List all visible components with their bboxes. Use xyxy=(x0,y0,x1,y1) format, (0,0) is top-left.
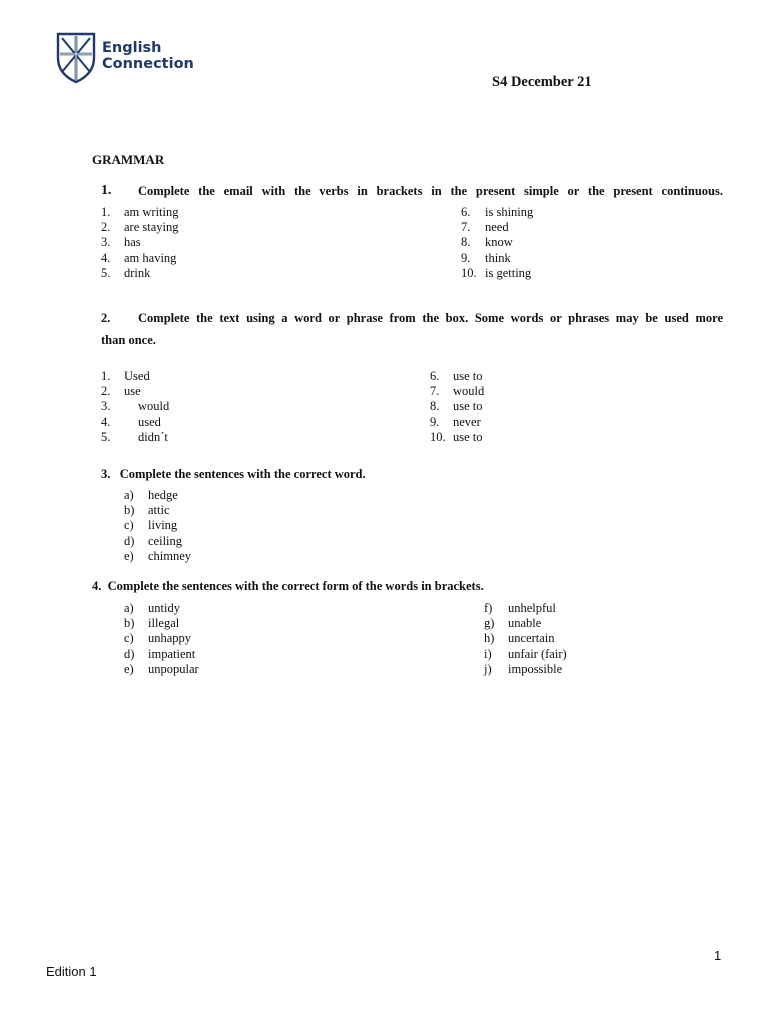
list-item: g) unable xyxy=(484,616,542,631)
list-item: 9. never xyxy=(430,414,481,429)
list-item: 1. Used xyxy=(101,369,150,383)
q2-instruction-line1: Complete the text using a word or phrase from the box. Some words or phrases may be used more xyxy=(138,311,723,325)
list-item: 6. use to xyxy=(430,369,483,383)
list-item: 2. use xyxy=(101,384,141,399)
list-item: j) impossible xyxy=(484,661,563,676)
list-item: 4. used xyxy=(101,414,161,429)
list-item: i) unfair (fair) xyxy=(484,646,567,661)
edition-label: Edition 1 xyxy=(46,964,97,979)
list-item: d) impatient xyxy=(124,646,196,661)
list-item: 2. are staying xyxy=(101,220,179,235)
page-number: 1 xyxy=(714,948,722,963)
q1-answers-col2 xyxy=(461,205,533,281)
list-item: 8. know xyxy=(461,235,513,250)
list-item: b) attic xyxy=(124,503,170,518)
list-item: e) unpopular xyxy=(124,661,199,676)
q3-instruction: 3. Complete the sentences with the correct word. xyxy=(101,467,366,481)
list-item: 1. am writing xyxy=(101,205,179,219)
list-item: e) chimney xyxy=(124,548,192,563)
list-item: 6. is shining xyxy=(461,205,534,219)
q1-answers-col1 xyxy=(101,205,179,281)
list-item: f) unhelpful xyxy=(484,601,556,615)
q4-answers-col2 xyxy=(484,601,567,677)
document-title: S4 December 21 xyxy=(492,74,592,90)
list-item: 3. would xyxy=(101,399,170,414)
list-item: c) unhappy xyxy=(124,631,192,646)
list-item: d) ceiling xyxy=(124,533,183,548)
list-item: b) illegal xyxy=(124,616,180,631)
list-item: 5. didn´t xyxy=(101,429,168,444)
list-item: 3. has xyxy=(101,235,141,250)
q4-answers-col1 xyxy=(124,601,199,677)
list-item: c) living xyxy=(124,518,178,533)
list-item: 5. drink xyxy=(101,265,151,280)
brand-line1: English xyxy=(102,40,162,56)
list-item: 4. am having xyxy=(101,250,177,265)
list-item: 10. is getting xyxy=(461,265,532,280)
q4-instruction: 4. Complete the sentences with the correct form of the words in brackets. xyxy=(92,579,484,593)
list-item: 7. would xyxy=(430,384,485,399)
brand-name xyxy=(102,40,194,72)
q2-answers-col2 xyxy=(430,369,484,445)
list-item: 8. use to xyxy=(430,399,483,414)
q1-number: 1. xyxy=(101,183,112,198)
q2-answers-col1 xyxy=(101,369,169,445)
list-item: 9. think xyxy=(461,250,511,265)
list-item: 7. need xyxy=(461,220,509,235)
q3-answers xyxy=(124,488,191,564)
section-title: GRAMMAR xyxy=(92,152,165,167)
list-item: a) hedge xyxy=(124,488,178,502)
q1-instruction: Complete the email with the verbs in brackets in the present simple or the present continuous. xyxy=(138,184,723,198)
q2-number: 2. xyxy=(101,311,111,325)
brand-line2: Connection xyxy=(102,56,194,72)
list-item: a) untidy xyxy=(124,601,180,615)
list-item: 10. use to xyxy=(430,429,483,444)
list-item: h) uncertain xyxy=(484,631,555,646)
q2-instruction-line2: than once. xyxy=(101,333,156,347)
